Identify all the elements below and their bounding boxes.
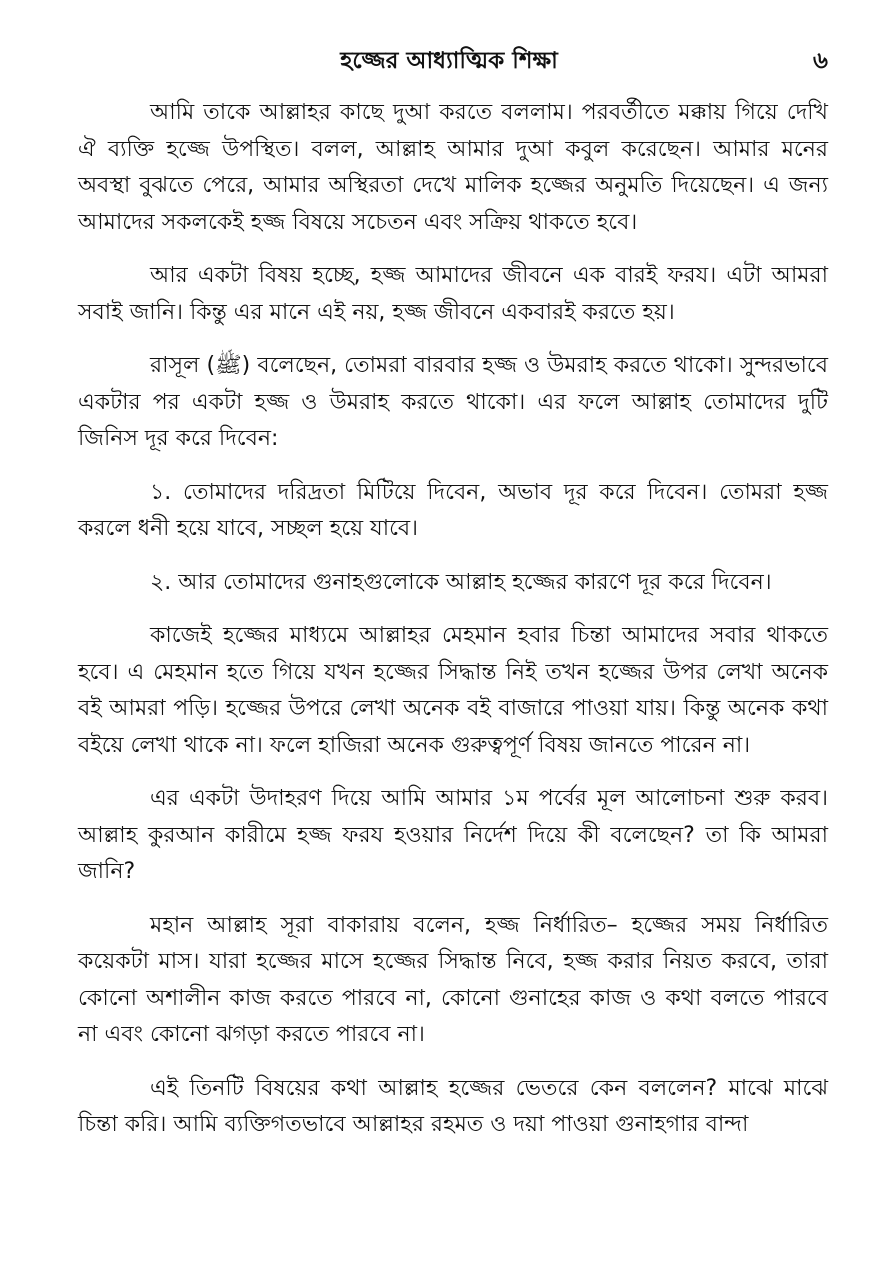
paragraph: আর একটা বিষয় হচ্ছে, হজ্জ আমাদের জীবনে এক বারই ফরয। এটা আমরা সবাই জানি। কিন্তু এর মানে এই নয়, হজ্জ জীবনে একবারই করতে হয়। xyxy=(78,263,828,325)
paragraph: কাজেই হজ্জের মাধ্যমে আল্লাহর মেহমান হবার চিন্তা আমাদের সবার থাকতে হবে। এ মেহমান হতে গিয়ে যখন হজ্জের সিদ্ধান্ত নিই তখন হজ্জের উপর লেখা অনেক বই আমরা পড়ি। হজ্জের উপরে লেখা অনেক বই বাজারে পাওয়া যায়। কিন্তু অনেক কথা বইয়ে লেখা থাকে না। ফলে হাজিরা অনেক গুরুত্বপূর্ণ বিষয় জানতে পারেন না। xyxy=(78,623,828,758)
paragraph: মহান আল্লাহ সূরা বাকারায় বলেন, হজ্জ নির্ধারিত– হজ্জের সময় নির্ধারিত কয়েকটা মাস। যারা হজ্জের মাসে হজ্জের সিদ্ধান্ত নিবে, হজ্জ করার নিয়ত করবে, তারা কোনো অশালীন কাজ করতে পারবে না, কোনো গুনাহের কাজ ও কথা বলতে পারবে না এবং কোনো ঝগড়া করতে পারবে না। xyxy=(78,912,828,1047)
running-title: হজ্জের আধ্যাত্মিক শিক্ষা xyxy=(340,48,558,74)
paragraph: এই তিনটি বিষয়ের কথা আল্লাহ হজ্জের ভেতরে কেন বললেন? মাঝে মাঝে চিন্তা করি। আমি ব্যক্তিগতভাবে আল্লাহর রহমত ও দয়া পাওয়া গুনাহগার বান্দা xyxy=(78,1075,828,1137)
paragraph: এর একটা উদাহরণ দিয়ে আমি আমার ১ম পর্বের মূল আলোচনা শুরু করব। আল্লাহ কুরআন কারীমে হজ্জ ফরয হওয়ার নির্দেশ দিয়ে কী বলেছেন? তা কি আমরা জানি? xyxy=(78,786,828,884)
page-header xyxy=(70,42,828,78)
paragraph: আমি তাকে আল্লাহর কাছে দুআ করতে বললাম। পরবর্তীতে মক্কায় গিয়ে দেখি ঐ ব্যক্তি হজ্জে উপস্থিত। বলল, আল্লাহ আমার দুআ কবুল করেছেন। আমার মনের অবস্থা বুঝতে পেরে, আমার অস্থিরতা দেখে মালিক হজ্জের অনুমতি দিয়েছেন। এ জন্য আমাদের সকলকেই হজ্জ বিষয়ে সচেতন এবং সক্রিয় থাকতে হবে। xyxy=(78,100,828,235)
list-item: ২. আর তোমাদের গুনাহগুলোকে আল্লাহ হজ্জের কারণে দূর করে দিবেন। xyxy=(150,569,772,595)
page-number: ৬ xyxy=(813,48,828,74)
list-item: ১. তোমাদের দরিদ্রতা মিটিয়ে দিবেন, অভাব দূর করে দিবেন। তোমরা হজ্জ করলে ধনী হয়ে যাবে, সচ্ছল হয়ে যাবে। xyxy=(78,479,828,541)
body-text xyxy=(78,95,828,1161)
paragraph: রাসূল (ﷺ) বলেছেন, তোমরা বারবার হজ্জ ও উমরাহ করতে থাকো। সুন্দরভাবে একটার পর একটা হজ্জ ও উমরাহ করতে থাকো। এর ফলে আল্লাহ তোমাদের দুটি জিনিস দূর করে দিবেন: xyxy=(78,353,829,451)
